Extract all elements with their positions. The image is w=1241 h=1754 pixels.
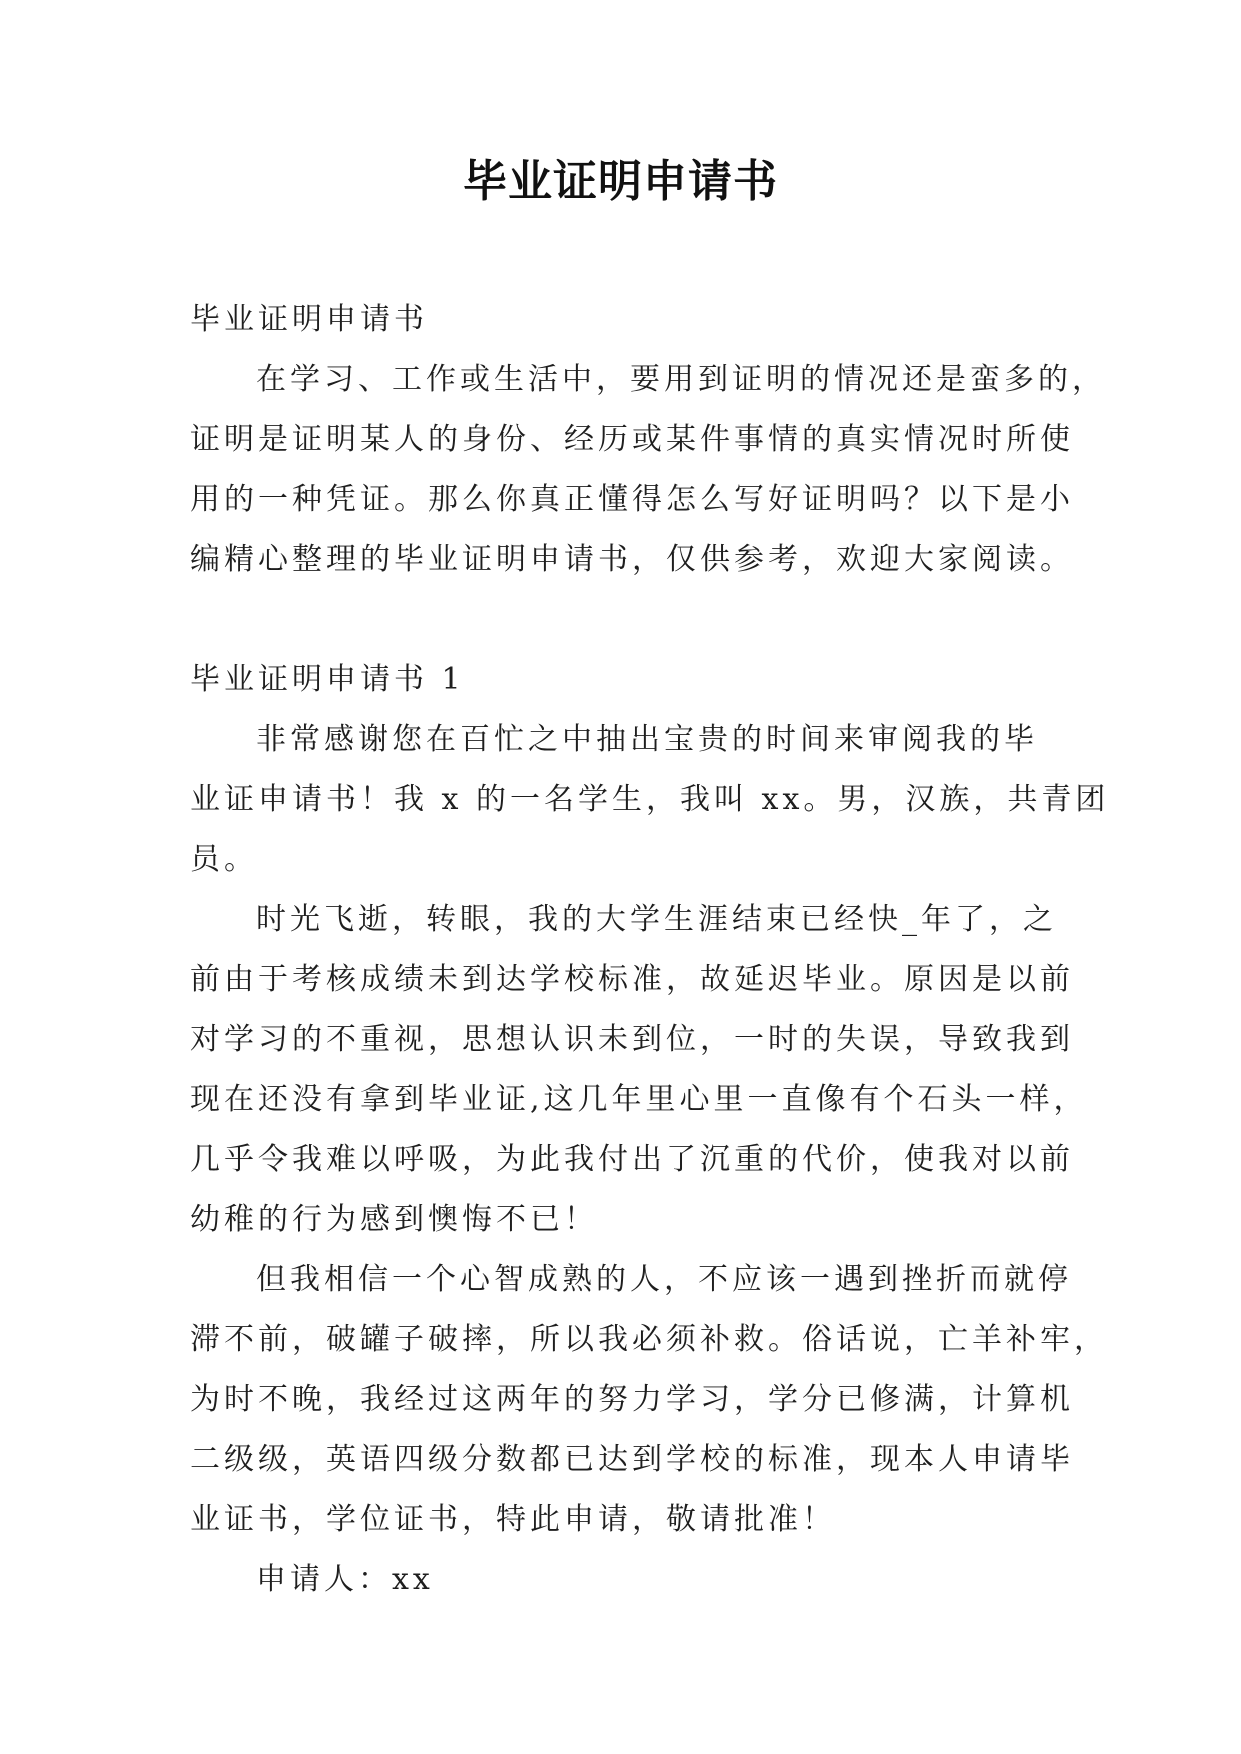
paragraph-line: 几乎令我难以呼吸，为此我付出了沉重的代价，使我对以前 bbox=[190, 1142, 1074, 1177]
paragraph-line: 幼稚的行为感到懊悔不已！ bbox=[190, 1202, 598, 1237]
paragraph-line: 前由于考核成绩未到达学校标准，故延迟毕业。原因是以前 bbox=[190, 962, 1074, 997]
signature-line: 申请人：xx bbox=[256, 1562, 434, 1597]
paragraph-line: 对学习的不重视，思想认识未到位，一时的失误，导致我到 bbox=[190, 1022, 1074, 1057]
paragraph-line: 滞不前，破罐子破摔，所以我必须补救。俗话说，亡羊补牢， bbox=[190, 1322, 1108, 1357]
paragraph-line: 为时不晚，我经过这两年的努力学习，学分已修满，计算机 bbox=[190, 1382, 1074, 1417]
intro-heading: 毕业证明申请书 bbox=[190, 302, 428, 337]
paragraph-gap bbox=[190, 590, 1070, 650]
paragraph-line: 现在还没有拿到毕业证,这几年里心里一直像有个石头一样， bbox=[190, 1082, 1088, 1117]
paragraph-line: 非常感谢您在百忙之中抽出宝贵的时间来审阅我的毕 bbox=[256, 722, 1038, 757]
section-heading: 毕业证明申请书 1 bbox=[190, 662, 465, 697]
paragraph-line: 二级级，英语四级分数都已达到学校的标准，现本人申请毕 bbox=[190, 1442, 1074, 1477]
intro-line: 编精心整理的毕业证明申请书，仅供参考，欢迎大家阅读。 bbox=[190, 542, 1074, 577]
paragraph-line: 业证书，学位证书，特此申请，敬请批准！ bbox=[190, 1502, 836, 1537]
intro-line: 在学习、工作或生活中，要用到证明的情况还是蛮多的， bbox=[256, 362, 1106, 397]
document-body bbox=[190, 290, 1110, 1610]
intro-line: 用的一种凭证。那么你真正懂得怎么写好证明吗？以下是小 bbox=[190, 482, 1074, 517]
paragraph-line: 业证申请书！我 x 的一名学生，我叫 xx。男，汉族，共青团 bbox=[190, 782, 1110, 817]
paragraph-line: 员。 bbox=[190, 842, 258, 877]
document-title: 毕业证明申请书 bbox=[463, 156, 778, 207]
intro-line: 证明是证明某人的身份、经历或某件事情的真实情况时所使 bbox=[190, 422, 1074, 457]
paragraph-line: 时光飞逝，转眼，我的大学生涯结束已经快_年了，之 bbox=[256, 902, 1057, 937]
paragraph-line: 但我相信一个心智成熟的人，不应该一遇到挫折而就停 bbox=[256, 1262, 1072, 1297]
